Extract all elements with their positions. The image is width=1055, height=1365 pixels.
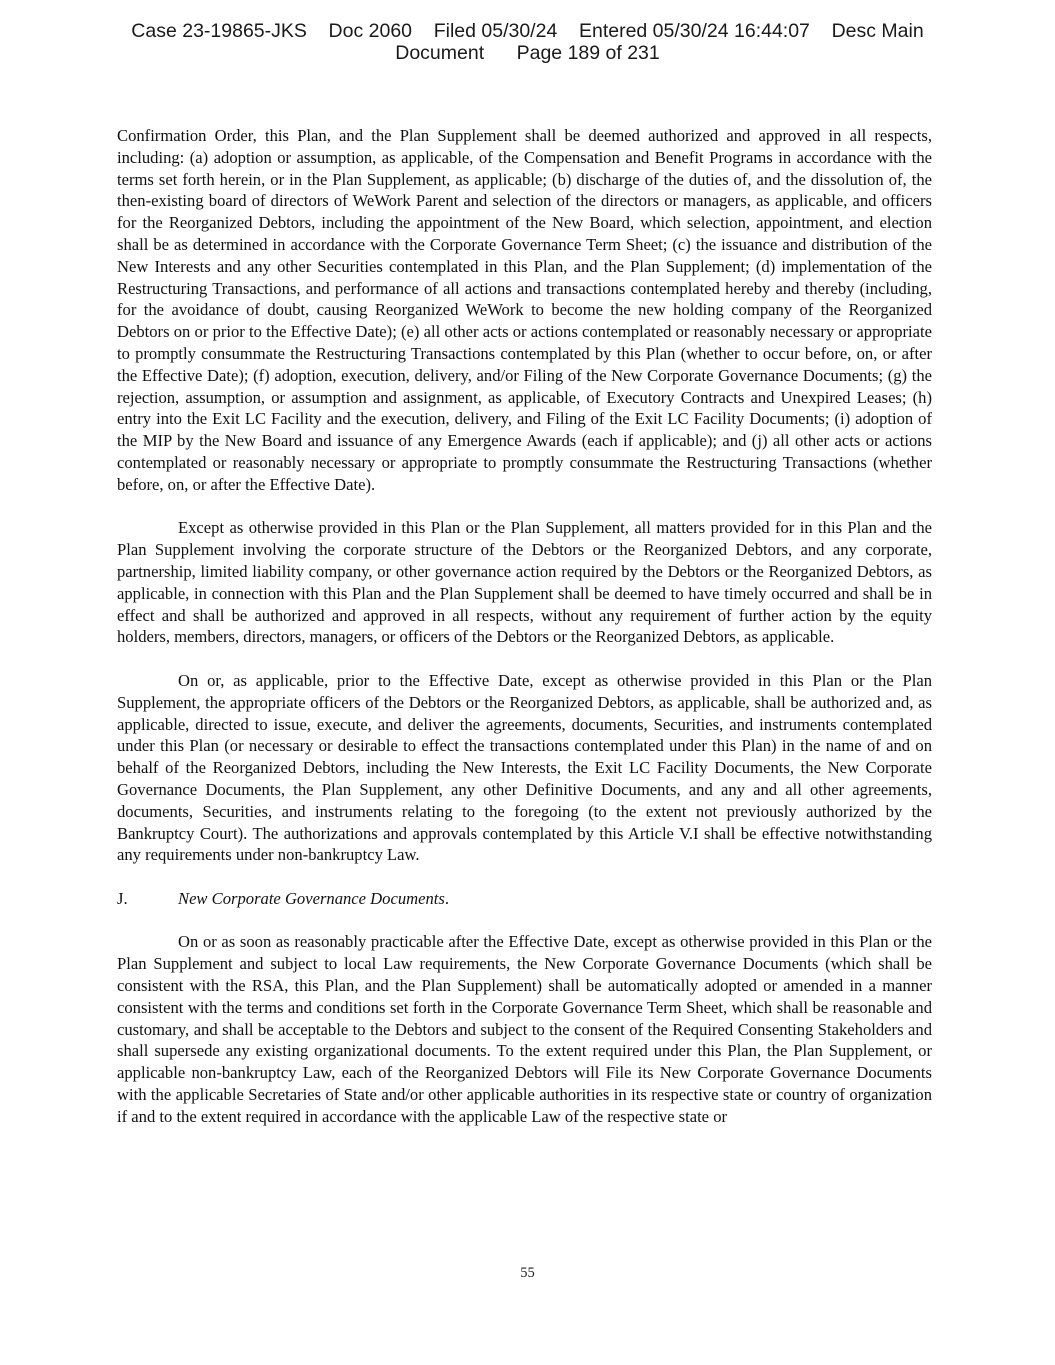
paragraph-4: On or as soon as reasonably practicable after the Effective Date, except as otherwise provided in this Plan or the Plan Supplement and subject to local Law requirements, the New Corporate Governance Documents (which shall be consistent with the RSA, this Plan, and the Plan Supplement) shall be automatically adopted or amended in a manner consistent with the terms and conditions set forth in the Corporate Governance Term Sheet, which shall be reasonable and customary, and shall be acceptable to the Debtors and subject to the consent of the Required Consenting Stakeholders and shall supersede any existing organizational documents. To the extent required under this Plan, the Plan Supplement, or applicable non-bankruptcy Law, each of the Reorganized Debtors will File its New Corporate Governance Documents with the applicable Secretaries of State and/or other applicable authorities in its respective state or country of organization if and to the extent required in accordance with the applicable Law of the respective state or: [117, 932, 932, 1126]
section-title-period: .: [444, 888, 449, 908]
section-title-wrap: [178, 888, 449, 910]
paragraph-1: Confirmation Order, this Plan, and the Plan Supplement shall be deemed authorized and approved in all respects, including: (a) adoption or assumption, as applicable, of the Compensation and Benefit Programs in accordance with the terms set forth herein, or in the Plan Supplement, as applicable; (b) discharge of the duties of, and the dissolution of, the then-existing board of directors of WeWork Parent and selection of the directors or managers, as applicable, and officers for the Reorganized Debtors, including the appointment of the New Board, which selection, appointment, and election shall be as determined in accordance with the Corporate Governance Term Sheet; (c) the issuance and distribution of the New Interests and any other Securities contemplated in this Plan, and the Plan Supplement; (d) implementation of the Restructuring Transactions, and performance of all actions and transactions contemplated hereby and thereby (including, for the avoidance of doubt, causing Reorganized WeWork to become the new holding company of the Reorganized Debtors on or prior to the Effective Date); (e) all other acts or actions contemplated or reasonably necessary or appropriate to promptly consummate the Restructuring Transactions contemplated by this Plan (whether to occur before, on, or after the Effective Date); (f) adoption, execution, delivery, and/or Filing of the New Corporate Governance Documents; (g) the rejection, assumption, or assumption and assignment, as applicable, of Executory Contracts and Unexpired Leases; (h) entry into the Exit LC Facility and the execution, delivery, and Filing of the Exit LC Facility Documents; (i) adoption of the MIP by the New Board and issuance of any Emergence Awards (each if applicable); and (j) all other acts or actions contemplated or reasonably necessary or appropriate to promptly consummate the Restructuring Transactions (whether before, on, or after the Effective Date).: [117, 126, 932, 494]
paragraph-2: Except as otherwise provided in this Plan or the Plan Supplement, all matters provided for in this Plan and the Plan Supplement involving the corporate structure of the Debtors or the Reorganized Debtors, and any corporate, partnership, limited liability company, or other governance action required by the Debtors or the Reorganized Debtors, as applicable, in connection with this Plan and the Plan Supplement shall be deemed to have timely occurred and shall be in effect and shall be authorized and approved in all respects, without any requirement of further action by the equity holders, members, directors, managers, or officers of the Debtors or the Reorganized Debtors, as applicable.: [117, 518, 932, 647]
case-header-line-1: Case 23-19865-JKS Doc 2060 Filed 05/30/24 Entered 05/30/24 16:44:07 Desc Main: [131, 20, 924, 42]
section-heading-j: [117, 888, 932, 910]
paragraph-3: On or, as applicable, prior to the Effective Date, except as otherwise provided in this Plan or the Plan Supplement, the appropriate officers of the Debtors or the Reorganized Debtors, as applicable, shall be authorized and, as applicable, directed to issue, execute, and deliver the agreements, documents, Securities, and instruments contemplated under this Plan (or necessary or desirable to effect the transactions contemplated under this Plan) in the name of and on behalf of the Reorganized Debtors, including the New Interests, the Exit LC Facility Documents, the New Corporate Governance Documents, the Plan Supplement, any other Definitive Documents, and any and all other agreements, documents, Securities, and instruments relating to the foregoing (to the extent not previously authorized by the Bankruptcy Court). The authorizations and approvals contemplated by this Article V.I shall be effective notwithstanding any requirements under non-bankruptcy Law.: [117, 670, 932, 865]
section-number: J.: [117, 888, 128, 908]
case-header: [0, 20, 1055, 64]
case-header-line-2: Document Page 189 of 231: [395, 42, 660, 64]
section-title: New Corporate Governance Documents: [178, 888, 445, 908]
page-number: 55: [520, 1265, 535, 1281]
document-body: [117, 125, 932, 1149]
